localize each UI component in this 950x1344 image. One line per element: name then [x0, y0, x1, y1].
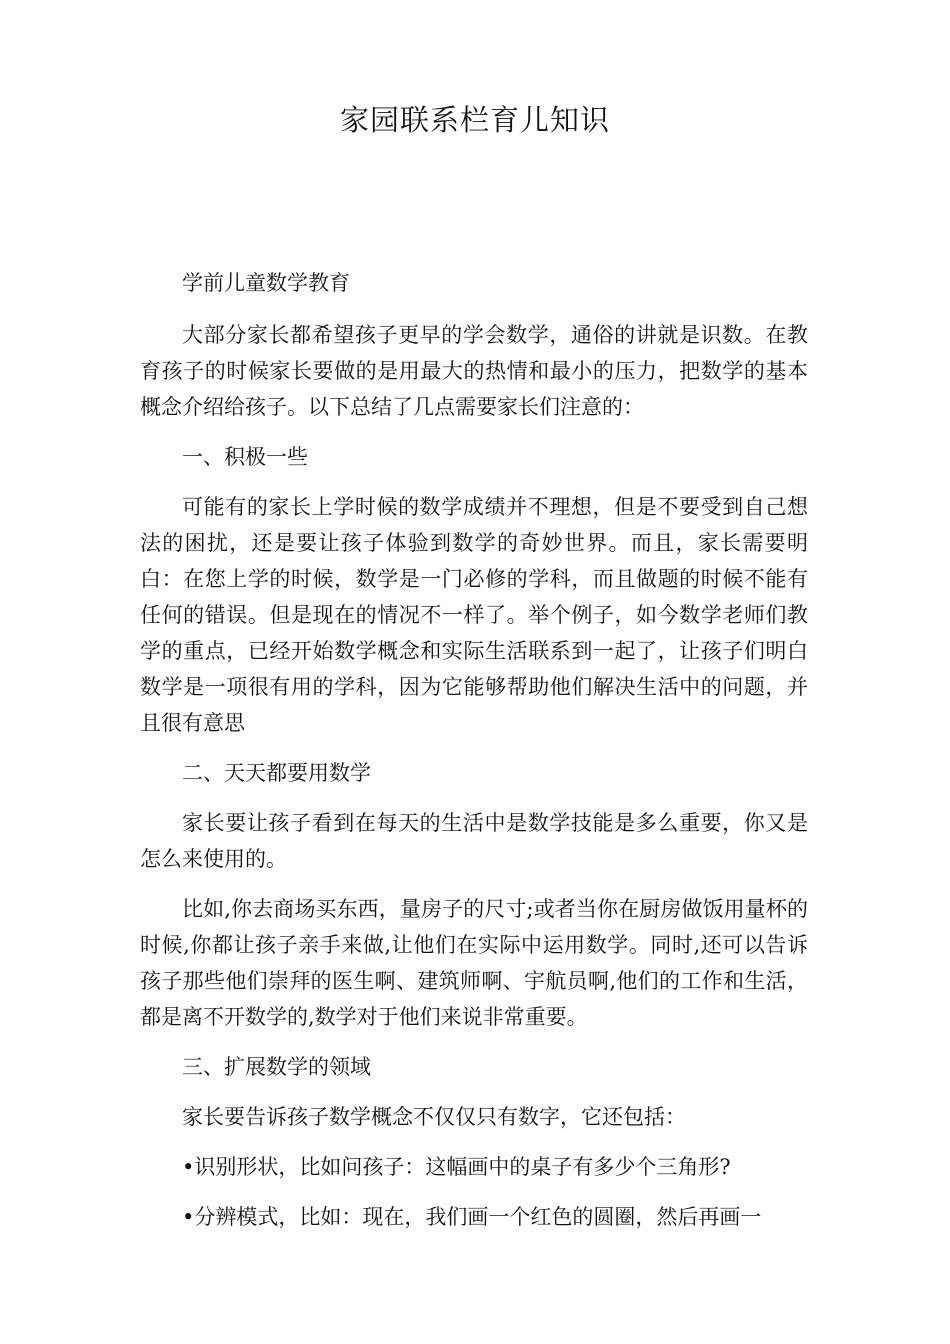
bullet-item-1: •识别形状，比如问孩子：这幅画中的桌子有多少个三角形?	[182, 1155, 731, 1179]
intro-paragraph: 大部分家长都希望孩子更早的学会数学，通俗的讲就是识数。在教育孩子的时候家长要做的是用最大的热情和最小的压力，把数学的基本概念介绍给孩子。以下总结了几点需要家长们注意的：	[140, 323, 808, 419]
document-body	[140, 265, 808, 1249]
point-paragraph-2b: 比如,你去商场买东西，量房子的尺寸;或者当你在厨房做饭用量杯的时候,你都让孩子亲手来做,让他们在实际中运用数学。同时,还可以告诉孩子那些他们崇拜的医生啊、建筑师啊、宇航员啊,他们的工作和生活，都是离不开数学的,数学对于他们来说非常重要。	[140, 897, 808, 1029]
point-heading-3: 三、扩展数学的领域	[182, 1055, 371, 1079]
point-paragraph-3: 家长要告诉孩子数学概念不仅仅只有数字，它还包括：	[182, 1105, 686, 1129]
document-title: 家园联系栏育儿知识	[339, 103, 610, 137]
point-heading-2: 二、天天都要用数学	[182, 761, 371, 785]
point-heading-1: 一、积极一些	[182, 445, 308, 469]
section-heading: 学前儿童数学教育	[182, 271, 350, 295]
point-paragraph-1: 可能有的家长上学时候的数学成绩并不理想，但是不要受到自己想法的困扰，还是要让孩子体验到数学的奇妙世界。而且，家长需要明白：在您上学的时候，数学是一门必修的学科，而且做题的时候不能有任何的错误。但是现在的情况不一样了。举个例子，如今数学老师们教学的重点，已经开始数学概念和实际生活联系到一起了，让孩子们明白数学是一项很有用的学科，因为它能够帮助他们解决生活中的问题，并且很有意思	[140, 495, 808, 735]
bullet-item-2: •分辨模式，比如：现在，我们画一个红色的圆圈，然后再画一	[182, 1205, 762, 1229]
point-paragraph-2a: 家长要让孩子看到在每天的生活中是数学技能是多么重要，你又是怎么来使用的。	[140, 811, 808, 871]
